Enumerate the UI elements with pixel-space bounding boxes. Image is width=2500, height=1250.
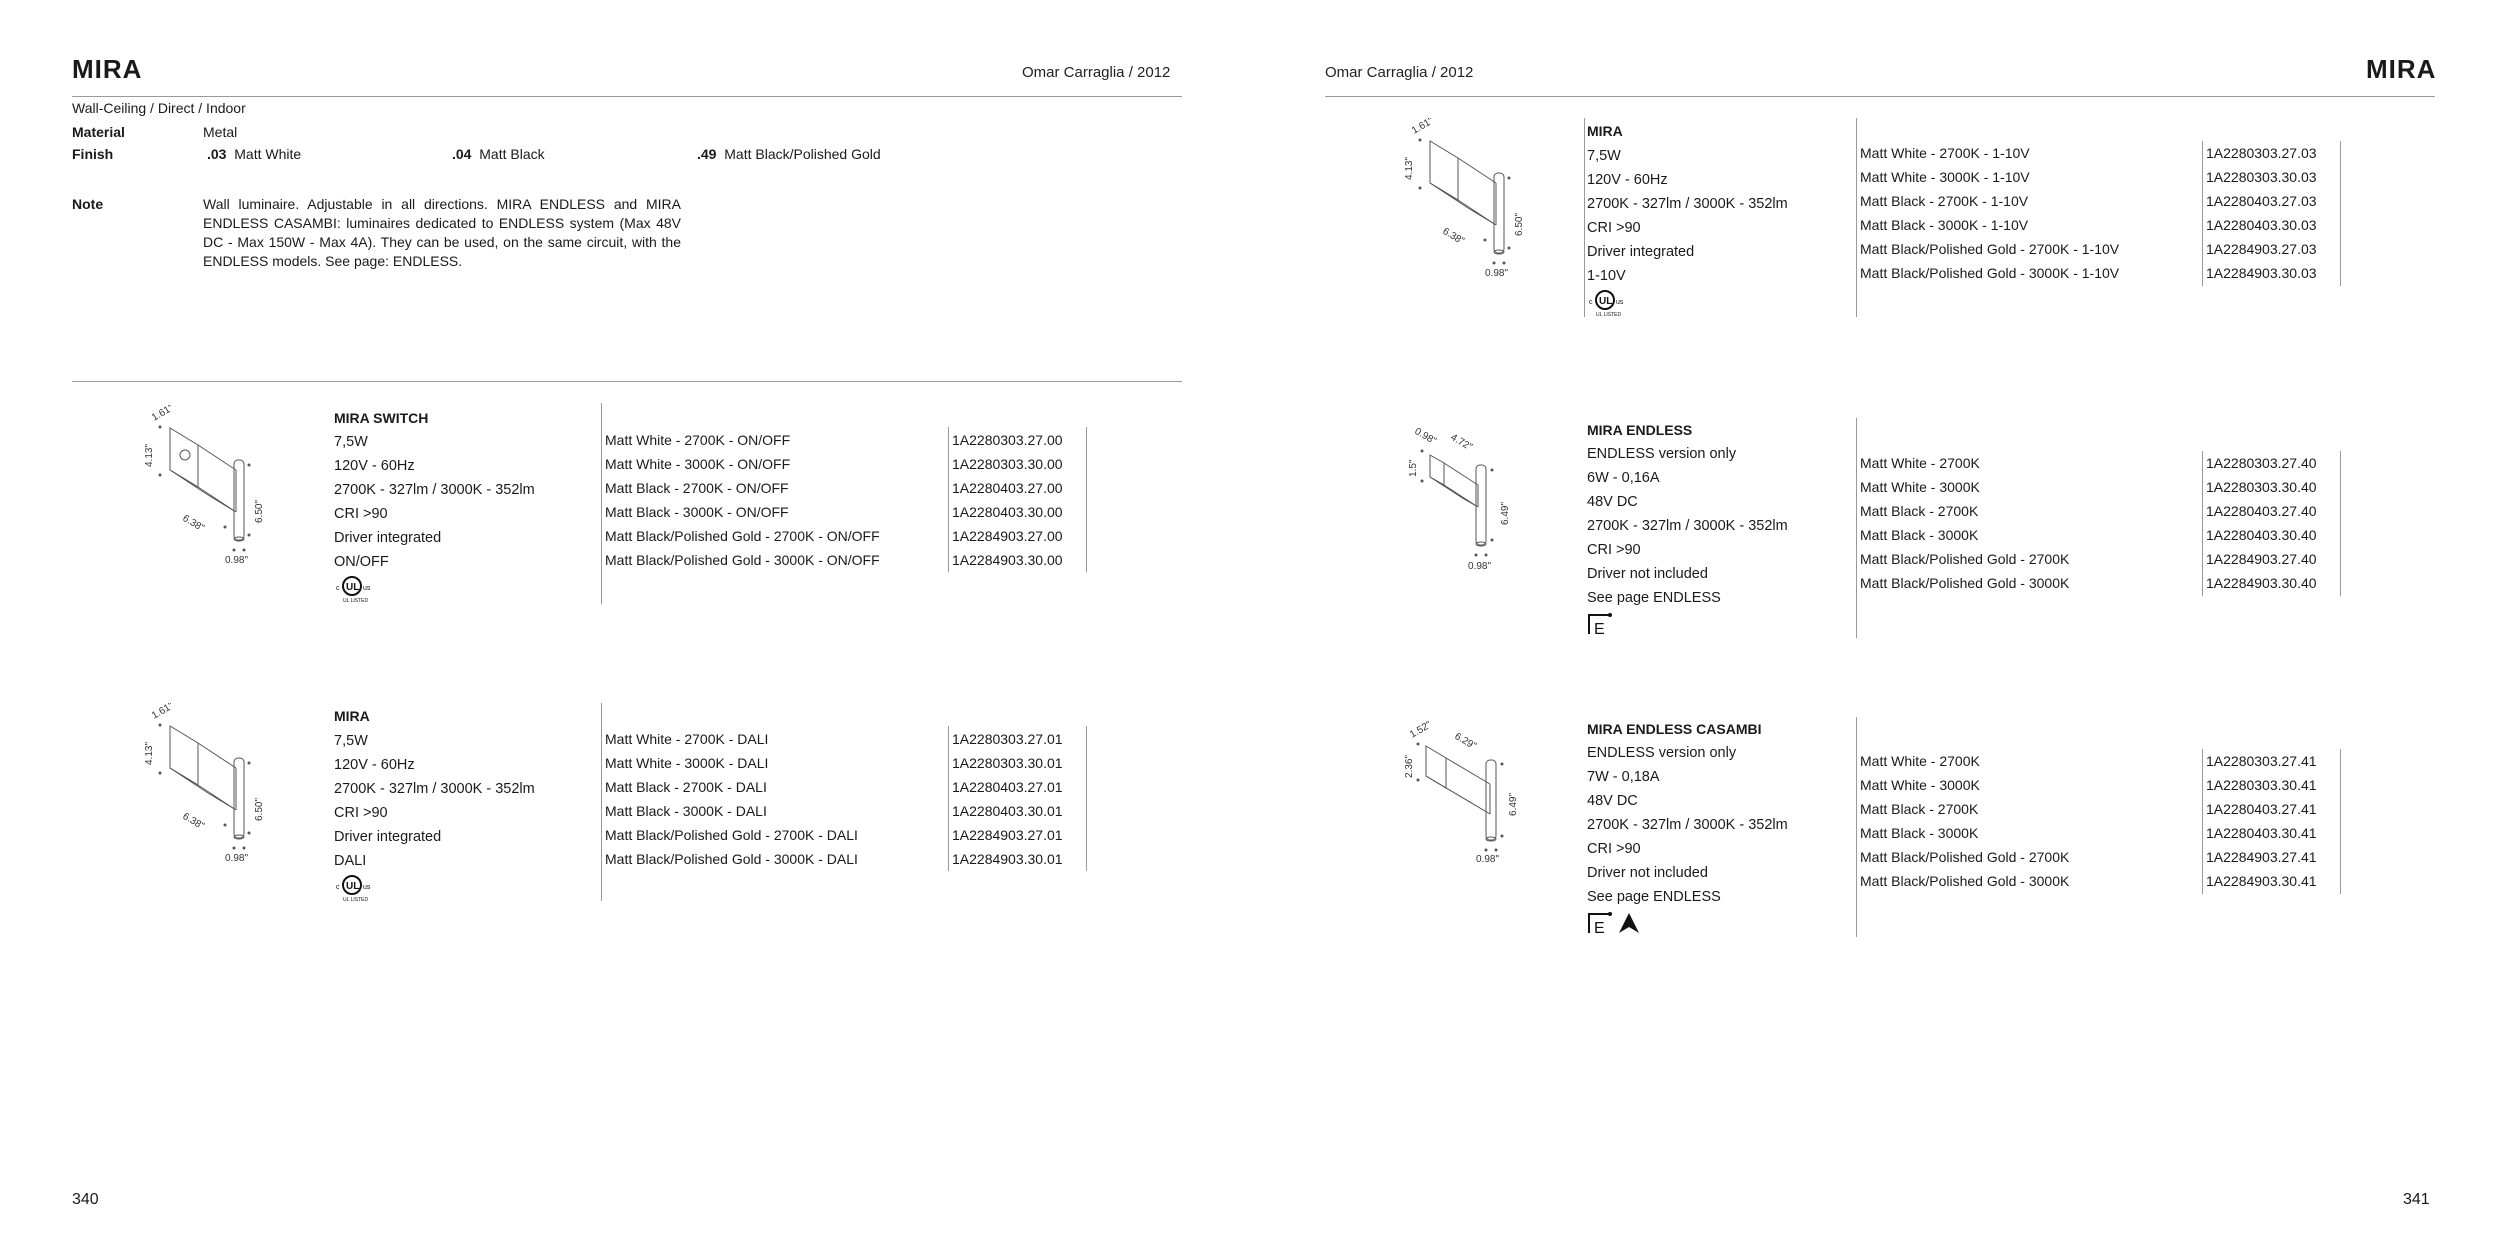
spec-line: 2700K - 327lm / 3000K - 352lm [334, 482, 535, 498]
variant-codes [952, 727, 1063, 871]
variant-desc: Matt White - 3000K [1860, 479, 1980, 495]
spec-line: DALI [334, 853, 367, 869]
spec-line: 48V DC [1587, 494, 1638, 510]
spec-line: CRI >90 [334, 506, 388, 522]
spec-line: ON/OFF [334, 554, 389, 570]
svg-text:UL: UL [346, 881, 360, 892]
finish-option [697, 146, 881, 162]
note-label: Note [72, 196, 104, 212]
variant-desc: Matt White - 3000K - 1-10V [1860, 169, 2030, 185]
svg-text:c: c [1589, 299, 1593, 306]
endless-system-icon [1587, 911, 1613, 940]
spec-line: ENDLESS version only [1587, 745, 1737, 761]
variant-desc: Matt Black/Polished Gold - 3000K - DALI [605, 851, 858, 867]
variant-code: 1A2280303.27.41 [2206, 753, 2317, 769]
variant-code: 1A2280403.30.01 [952, 803, 1063, 819]
variant-descriptions [605, 428, 880, 572]
variant-desc: Matt Black/Polished Gold - 2700K - ON/OFF [605, 528, 880, 544]
column-divider [1086, 427, 1087, 572]
variant-desc: Matt Black - 2700K - DALI [605, 779, 767, 795]
variant-descriptions [1860, 451, 2069, 595]
svg-text:UL: UL [346, 582, 360, 593]
spec-line: 120V - 60Hz [334, 757, 415, 773]
material-value: Metal [203, 124, 238, 140]
dimension-label: 1.61" [150, 703, 176, 722]
product-specs [334, 729, 535, 873]
svg-text:c: c [336, 585, 340, 592]
variant-code: 1A2284903.30.00 [952, 552, 1063, 568]
spec-line: Driver integrated [334, 530, 442, 546]
variant-code: 1A2280303.30.03 [2206, 169, 2317, 185]
dimension-label: 1.61" [1410, 118, 1436, 137]
dimension-label: 6.50" [254, 797, 265, 821]
dimension-label: 0.98" [1476, 854, 1500, 865]
variant-desc: Matt Black/Polished Gold - 2700K [1860, 849, 2070, 865]
variant-code: 1A2284903.27.40 [2206, 551, 2317, 567]
dimension-label: 6.49" [1500, 501, 1511, 525]
spec-line: Driver integrated [334, 829, 442, 845]
category-text: Wall-Ceiling / Direct / Indoor [72, 100, 246, 116]
svg-text:E: E [1594, 920, 1605, 935]
column-divider [1856, 717, 1857, 937]
svg-text:UL: UL [1599, 296, 1613, 307]
spec-line: CRI >90 [1587, 220, 1641, 236]
column-divider [601, 403, 602, 604]
product-drawing [130, 405, 280, 575]
variant-desc: Matt Black/Polished Gold - 3000K - ON/OFF [605, 552, 880, 568]
variant-code: 1A2284903.27.41 [2206, 849, 2317, 865]
page-number-right: 341 [2403, 1191, 2430, 1208]
dimension-label: 6.49" [1508, 792, 1519, 816]
variant-code: 1A2284903.30.41 [2206, 873, 2317, 889]
cert-label: UL LISTED [1596, 312, 1622, 318]
product-specs [1587, 741, 1788, 909]
dimension-label: 4.13" [144, 443, 155, 467]
ul-listed-icon [334, 574, 378, 609]
finish-name: Matt Black [479, 146, 545, 162]
product-name: MIRA ENDLESS [1587, 422, 1693, 438]
dimension-label: 6.38" [180, 811, 206, 833]
product-drawing [1400, 415, 1540, 575]
variant-codes [2206, 749, 2317, 893]
variant-code: 1A2280403.30.40 [2206, 527, 2317, 543]
variant-descriptions [1860, 749, 2069, 893]
product-drawing [1390, 118, 1540, 288]
column-divider [1856, 418, 1857, 638]
spec-line: 1-10V [1587, 268, 1626, 284]
variant-code: 1A2280303.30.00 [952, 456, 1063, 472]
luminaire-dimension-drawing [130, 405, 280, 575]
variant-descriptions [605, 727, 858, 871]
spec-line: 2700K - 327lm / 3000K - 352lm [1587, 196, 1788, 212]
spec-line: 120V - 60Hz [1587, 172, 1668, 188]
spec-line: 48V DC [1587, 793, 1638, 809]
variant-desc: Matt White - 3000K - ON/OFF [605, 456, 791, 472]
variant-code: 1A2280403.27.40 [2206, 503, 2317, 519]
dimension-label: 0.98" [1412, 426, 1438, 448]
variant-code: 1A2284903.30.03 [2206, 265, 2317, 281]
variant-code: 1A2280403.27.00 [952, 480, 1063, 496]
spec-line: 7,5W [334, 434, 368, 450]
page-title-left: MIRA [72, 54, 143, 84]
spec-line: 2700K - 327lm / 3000K - 352lm [334, 781, 535, 797]
designer-credit-left: Omar Carraglia / 2012 [1022, 64, 1171, 81]
variant-desc: Matt Black - 3000K - 1-10V [1860, 217, 2029, 233]
finish-option [452, 146, 545, 162]
variant-code: 1A2280403.30.41 [2206, 825, 2317, 841]
spec-line: 120V - 60Hz [334, 458, 415, 474]
finish-name: Matt Black/Polished Gold [724, 146, 881, 162]
finish-label: Finish [72, 146, 114, 162]
variant-code: 1A2280303.30.41 [2206, 777, 2317, 793]
variant-codes [2206, 141, 2317, 285]
note-text: Wall luminaire. Adjustable in all directions. MIRA ENDLESS and MIRA ENDLESS CASAMBI: luminaires dedicated to ENDLESS system (Max 48V DC - Max 150W - Max 4A). They can be used, on the same circuit, with the ENDLESS models. See page: ENDLESS. [203, 196, 681, 269]
column-divider [2202, 451, 2203, 596]
column-divider [2202, 141, 2203, 286]
variant-code: 1A2280403.27.03 [2206, 193, 2317, 209]
product-specs [334, 430, 535, 574]
product-drawing [1390, 712, 1540, 872]
variant-code: 1A2284903.27.03 [2206, 241, 2317, 257]
page-number-left: 340 [72, 1191, 99, 1208]
page-title-right: MIRA [2366, 54, 2437, 84]
finish-name: Matt White [234, 146, 302, 162]
spec-line: Driver not included [1587, 865, 1708, 881]
dimension-label: 2.36" [1404, 754, 1415, 778]
variant-desc: Matt Black/Polished Gold - 3000K [1860, 575, 2070, 591]
spec-line: CRI >90 [1587, 542, 1641, 558]
variant-code: 1A2280403.30.03 [2206, 217, 2317, 233]
dimension-label: 6.38" [180, 513, 206, 535]
variant-desc: Matt Black - 2700K [1860, 503, 1979, 519]
dimension-label: 0.98" [225, 555, 249, 566]
dimension-label: 6.38" [1440, 226, 1466, 248]
finish-code: .03 [207, 146, 227, 162]
product-drawing [130, 703, 280, 873]
variant-desc: Matt White - 2700K - ON/OFF [605, 432, 791, 448]
finish-code: .49 [697, 146, 717, 162]
product-specs [1587, 144, 1788, 288]
cert-label: UL LISTED [343, 598, 369, 604]
variant-code: 1A2284903.30.01 [952, 851, 1063, 867]
designer-credit-right: Omar Carraglia / 2012 [1325, 64, 1474, 81]
column-divider [1856, 118, 1857, 317]
dimension-label: 1.52" [1408, 719, 1434, 741]
variant-desc: Matt Black/Polished Gold - 2700K - DALI [605, 827, 858, 843]
column-divider [2340, 451, 2341, 596]
variant-codes [2206, 451, 2317, 595]
dimension-label: 1.61" [150, 405, 176, 424]
variant-desc: Matt White - 2700K - DALI [605, 731, 769, 747]
variant-code: 1A2280303.27.40 [2206, 455, 2317, 471]
variant-desc: Matt White - 2700K - 1-10V [1860, 145, 2030, 161]
dimension-label: 6.29" [1452, 731, 1478, 753]
column-divider [2340, 749, 2341, 894]
spec-line: 2700K - 327lm / 3000K - 352lm [1587, 817, 1788, 833]
dimension-label: 4.13" [1404, 156, 1415, 180]
variant-code: 1A2280303.27.01 [952, 731, 1063, 747]
variant-desc: Matt Black/Polished Gold - 3000K - 1-10V [1860, 265, 2120, 281]
variant-desc: Matt Black - 3000K - DALI [605, 803, 767, 819]
ul-listed-icon [334, 873, 378, 908]
material-label: Material [72, 124, 125, 140]
dimension-label: 1.5" [1408, 459, 1419, 477]
header-rule-right [1325, 96, 2435, 97]
dimension-label: 0.98" [1468, 561, 1492, 572]
section-rule-left [72, 381, 1182, 382]
variant-desc: Matt White - 2700K [1860, 753, 1980, 769]
variant-desc: Matt White - 3000K [1860, 777, 1980, 793]
column-divider [948, 726, 949, 871]
variant-desc: Matt Black - 3000K [1860, 825, 1979, 841]
variant-code: 1A2280303.27.03 [2206, 145, 2317, 161]
dimension-label: 6.50" [254, 499, 265, 523]
dimension-label: 4.13" [144, 741, 155, 765]
variant-desc: Matt White - 2700K [1860, 455, 1980, 471]
svg-text:us: us [363, 585, 371, 592]
ul-listed-icon [1587, 288, 1631, 323]
variant-code: 1A2284903.27.01 [952, 827, 1063, 843]
dimension-label: 0.98" [225, 853, 249, 864]
dimension-label: 6.50" [1514, 212, 1525, 236]
variant-desc: Matt Black/Polished Gold - 2700K - 1-10V [1860, 241, 2120, 257]
product-name: MIRA ENDLESS CASAMBI [1587, 721, 1762, 737]
spec-line: 7,5W [1587, 148, 1621, 164]
column-divider [2340, 141, 2341, 286]
dimension-label: 4.72" [1448, 432, 1474, 454]
variant-code: 1A2280403.27.41 [2206, 801, 2317, 817]
luminaire-dimension-drawing [1390, 712, 1540, 872]
svg-text:E: E [1594, 621, 1605, 636]
spec-line: See page ENDLESS [1587, 889, 1721, 905]
spec-line: 6W - 0,16A [1587, 470, 1660, 486]
finish-option [207, 146, 301, 162]
variant-desc: Matt Black - 2700K [1860, 801, 1979, 817]
spec-line: 7,5W [334, 733, 368, 749]
product-specs [1587, 442, 1788, 610]
variant-desc: Matt Black/Polished Gold - 3000K [1860, 873, 2070, 889]
product-name: MIRA [334, 708, 370, 724]
variant-code: 1A2280403.30.00 [952, 504, 1063, 520]
variant-code: 1A2284903.27.00 [952, 528, 1063, 544]
finish-code: .04 [452, 146, 472, 162]
spec-line: 2700K - 327lm / 3000K - 352lm [1587, 518, 1788, 534]
spec-line: See page ENDLESS [1587, 590, 1721, 606]
variant-code: 1A2280303.30.40 [2206, 479, 2317, 495]
variant-code: 1A2280303.27.00 [952, 432, 1063, 448]
column-divider [1584, 118, 1585, 317]
variant-desc: Matt Black - 3000K - ON/OFF [605, 504, 789, 520]
casambi-icon [1617, 911, 1641, 940]
variant-descriptions [1860, 141, 2119, 285]
spec-line: 7W - 0,18A [1587, 769, 1660, 785]
variant-code: 1A2280403.27.01 [952, 779, 1063, 795]
dimension-label: 0.98" [1485, 268, 1509, 279]
variant-desc: Matt Black - 2700K - 1-10V [1860, 193, 2029, 209]
product-name: MIRA SWITCH [334, 410, 429, 426]
spec-line: ENDLESS version only [1587, 446, 1737, 462]
column-divider [2202, 749, 2203, 894]
product-name: MIRA [1587, 123, 1623, 139]
svg-text:us: us [363, 884, 371, 891]
variant-desc: Matt Black - 2700K - ON/OFF [605, 480, 789, 496]
variant-code: 1A2284903.30.40 [2206, 575, 2317, 591]
svg-text:c: c [336, 884, 340, 891]
svg-text:us: us [1616, 299, 1624, 306]
luminaire-dimension-drawing [1400, 415, 1540, 575]
spec-line: CRI >90 [334, 805, 388, 821]
luminaire-dimension-drawing [130, 703, 280, 873]
variant-desc: Matt Black/Polished Gold - 2700K [1860, 551, 2070, 567]
column-divider [601, 703, 602, 901]
variant-desc: Matt White - 3000K - DALI [605, 755, 769, 771]
spec-line: CRI >90 [1587, 841, 1641, 857]
luminaire-dimension-drawing [1390, 118, 1540, 288]
endless-system-icon [1587, 612, 1613, 641]
spec-line: Driver integrated [1587, 244, 1695, 260]
column-divider [1086, 726, 1087, 871]
header-rule-left [72, 96, 1182, 97]
variant-codes [952, 428, 1063, 572]
spec-line: Driver not included [1587, 566, 1708, 582]
variant-desc: Matt Black - 3000K [1860, 527, 1979, 543]
cert-label: UL LISTED [343, 897, 369, 903]
column-divider [948, 427, 949, 572]
variant-code: 1A2280303.30.01 [952, 755, 1063, 771]
